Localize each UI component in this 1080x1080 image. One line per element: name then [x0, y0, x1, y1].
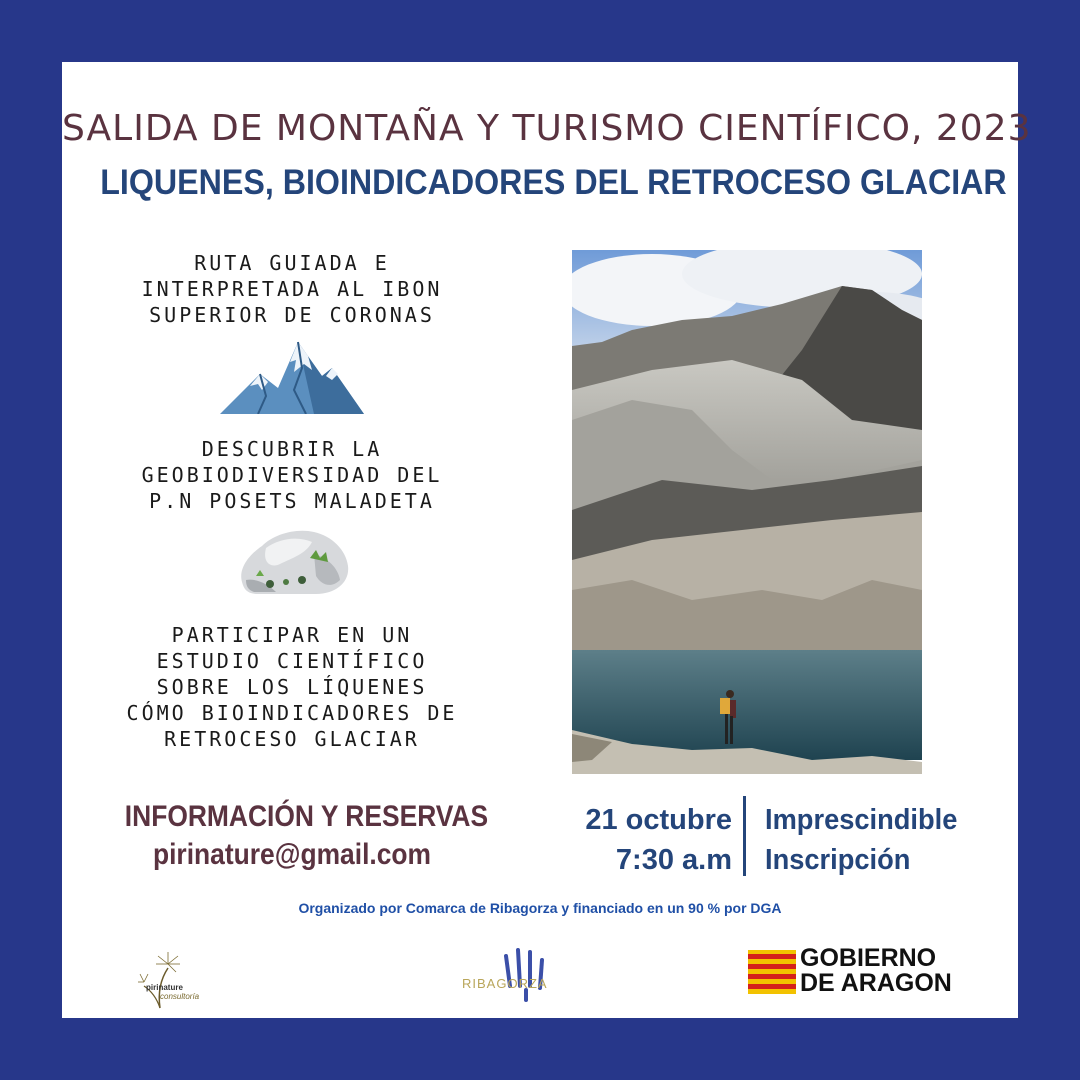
- requirement-line-1: Imprescindible: [765, 804, 958, 836]
- gobierno-line-1: GOBIERNO: [800, 944, 937, 972]
- poster-subtitle: LIQUENES, BIOINDICADORES DEL RETROCESO GLACIAR: [100, 163, 1007, 202]
- gobierno-line-2: DE ARAGON: [800, 969, 952, 997]
- requirement-line-2: Inscripción: [765, 844, 911, 876]
- ribagorza-logo: [460, 946, 556, 1012]
- poster-card: [62, 62, 1032, 1018]
- contact-email[interactable]: pirinature@gmail.com: [152, 838, 432, 871]
- event-datetime: [562, 800, 732, 880]
- ribagorza-logo-text: RIBAGORZA: [462, 976, 548, 991]
- organizer-note: Organizado por Comarca de Ribagorza y financiado en un 90 % por DGA: [298, 900, 782, 916]
- info-heading: INFORMACIÓN Y RESERVAS: [124, 800, 489, 833]
- lichen-rock-icon: [236, 524, 350, 596]
- mountain-icon: [220, 340, 364, 414]
- gobierno-aragon-logo: [800, 946, 952, 996]
- pirinature-logo-text: pirinature: [146, 983, 183, 992]
- feature-study-text: PARTICIPAR EN UN ESTUDIO CIENTÍFICO SOBRE LOS LÍQUENES CÓMO BIOINDICADORES DE RETROCESO GLACIAR: [126, 623, 458, 751]
- hand-icon: [496, 946, 556, 1002]
- feature-route-text: RUTA GUIADA E INTERPRETADA AL IBON SUPERIOR DE CORONAS: [141, 251, 443, 327]
- registration-note: [765, 800, 991, 880]
- aragon-flag-icon: [748, 950, 796, 994]
- pirinature-logo: [138, 950, 210, 1010]
- event-time: 7:30 a.m: [615, 844, 732, 876]
- pirinature-logo-sub: consultoría: [160, 992, 200, 1001]
- divider: [743, 796, 746, 876]
- glacier-lake-photo: [572, 250, 922, 774]
- dandelion-icon: [138, 950, 198, 1010]
- poster-title: SALIDA DE MONTAÑA Y TURISMO CIENTÍFICO, 2023: [62, 108, 1032, 149]
- feature-geodiversity-text: DESCUBRIR LA GEOBIODIVERSIDAD DEL P.N POSETS MALADETA: [141, 437, 443, 513]
- event-date: 21 octubre: [585, 804, 732, 836]
